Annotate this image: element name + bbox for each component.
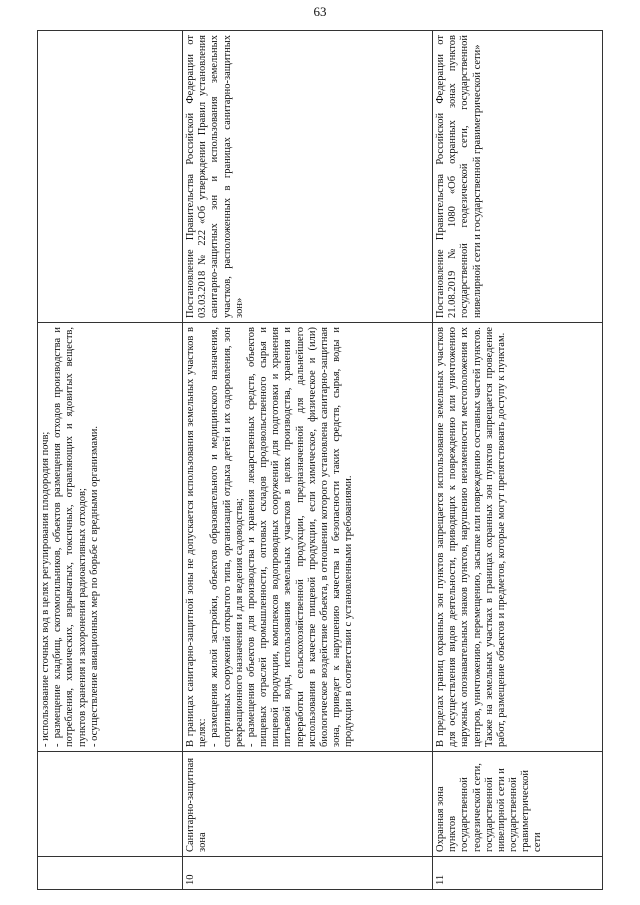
row-number: 11: [433, 857, 603, 890]
restriction-line: - размещения объектов для производства и хранения лекарственных средств, объектов пищевых отраслей промышленности, оптовых складов продовольственного сырья и пищевой продукции, комплексов водопроводных сооружений для подготовки и хранения питьевой воды, использования земельных участков в целях производства, хранения и переработки сельскохозяйственной продукции, предназначенной для дальнейшего использования в качестве пищевой продукции, если химическое, физическое и (или) биологическое воздействие объекта, в отношении которого установлена санитарно-защитная зона, приведет к нарушению качества и безопасности таких средств, сырья, воды и продукции в соответствии с установленными требованиями.: [245, 327, 355, 747]
restriction-text: [433, 323, 603, 752]
restriction-line: - размещение кладбищ, скотомогильников, объектов размещения отходов производства и потребления, химических, взрывчатых, токсичных, отравляющих и ядовитых веществ, пунктов хранения и захоронения радиоактивных отходов;: [52, 327, 88, 747]
row-number: [38, 857, 183, 890]
restriction-text: [183, 323, 433, 752]
restrictions-table: [37, 30, 603, 890]
legal-document: Постановление Правительства Российской Федерации от 03.03.2018 № 222 «Об утверждении Правил установления санитарно-защитных зон и использования земельных участков, расположенных в границах санитарно-защитных зон»: [183, 31, 433, 323]
restriction-line: В границах санитарно-защитной зоны не допускается использования земельных участков в целях:: [185, 327, 209, 747]
legal-document: Постановление Правительства Российской Федерации от 21.08.2019 № 1080 «Об охранных зонах пунктов государственной геодезической сети, государственной нивелирной сети и государственной гравиметрической сети»: [433, 31, 603, 323]
zone-name: Охранная зона пунктов государственной геодезической сети, государственной нивелирной сети и государственной гравиметрической сети: [433, 752, 603, 857]
restriction-line: - осуществление авиационных мер по борьбе с вредными организмами.: [88, 426, 100, 747]
table-row: [183, 31, 433, 890]
restriction-line: Также на земельных участках в границах охранных зон пунктов запрещается проведение работ, размещение объектов и предметов, которые могут препятствовать доступу к пунктам.: [483, 327, 507, 747]
restriction-line: В пределах границ охранных зон пунктов запрещается использование земельных участков для осуществления видов деятельности, приводящих к повреждению или уничтожению наружных опознавательных знаков пунктов, нарушению неизменности местоположения их центров, уничтожению, перемещению, засыпке или повреждению составных частей пунктов.: [435, 327, 483, 747]
zone-name: Санитарно-защитная зона: [183, 752, 433, 857]
row-number: 10: [183, 857, 433, 890]
legal-document: [38, 31, 183, 323]
table-row: [433, 31, 603, 890]
page-number: 63: [313, 4, 327, 19]
restriction-line: - использование сточных вод в целях регулирования плодородия почв;: [40, 431, 51, 747]
rotated-page: [37, 30, 607, 890]
table-row: [38, 31, 183, 890]
restriction-text: [38, 323, 183, 752]
zone-name: [38, 752, 183, 857]
restriction-line: - размещения жилой застройки, объектов образовательного и медицинского назначения, спортивных сооружений открытого типа, организаций отдыха детей и их оздоровления, зон рекреационного назначения и для ведения садоводства;: [209, 327, 245, 747]
table-sheet: [37, 30, 607, 890]
